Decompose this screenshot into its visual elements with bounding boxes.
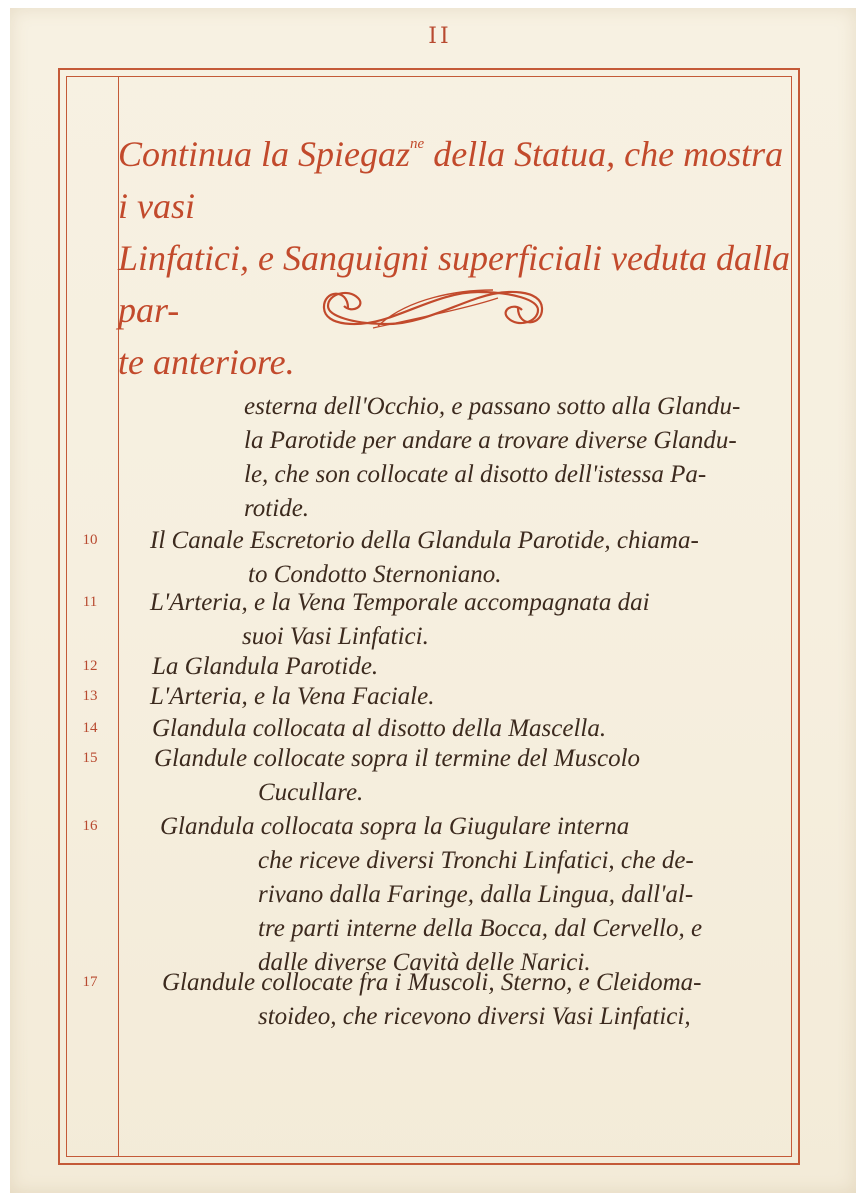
entry-number: 14 (82, 720, 98, 736)
title-superscript: ne (410, 136, 425, 152)
entry-line: Cucullare. (258, 779, 364, 806)
entry-line: Glandula collocata al disotto della Mascella. (152, 715, 607, 742)
entry-text (152, 712, 792, 746)
entry-number: 16 (82, 818, 98, 834)
continuation-text (244, 390, 784, 526)
entry-text (150, 680, 790, 714)
entry-number: 15 (82, 750, 98, 766)
continuation-line: le, che son collocate al disotto dell'istessa Pa- (244, 461, 707, 488)
entry-line: tre parti interne della Bocca, dal Cervello, e (258, 915, 703, 942)
calligraphic-flourish-ornament (318, 278, 548, 338)
entry-line: Glandule collocate sopra il termine del Muscolo (154, 745, 641, 772)
entry-line: dalle diverse Cavità delle Narici. (258, 949, 591, 976)
entry-text (154, 742, 794, 810)
entry-line: Glandula collocata sopra la Giugulare interna (160, 813, 630, 840)
entry-line: L'Arteria, e la Vena Faciale. (150, 683, 435, 710)
entry-number: 17 (82, 974, 98, 990)
page-title (118, 128, 798, 388)
entry-text (152, 650, 792, 684)
entry-line: che riceve diversi Tronchi Linfatici, che de- (258, 847, 694, 874)
entry-number: 10 (82, 532, 98, 548)
continuation-line: la Parotide per andare a trovare diverse Glandu- (244, 427, 737, 454)
title-line-1 (118, 128, 798, 232)
entry-text (160, 810, 800, 980)
title-line-2: Linfatici, e Sanguigni superficiali veduta dalla par- (118, 238, 790, 330)
title-part-1: Continua la Spiegaz (118, 134, 411, 174)
entry-number: 13 (82, 688, 98, 704)
entry-line: L'Arteria, e la Vena Temporale accompagnata dai (150, 589, 650, 616)
title-part-2: della Statua, che mostra i vasi (118, 134, 784, 226)
page-number: II (428, 24, 452, 49)
entry-line: Glandule collocate fra i Muscoli, Sterno, e Cleidoma- (162, 969, 702, 996)
entry-line: Il Canale Escretorio della Glandula Parotide, chiama- (150, 527, 699, 554)
title-line-3: te anteriore. (118, 342, 295, 382)
entry-line: to Condotto Sternoniano. (248, 561, 502, 588)
entry-number: 12 (82, 658, 98, 674)
entry-line: La Glandula Parotide. (152, 653, 379, 680)
entry-line: suoi Vasi Linfatici. (242, 623, 429, 650)
entry-line: stoideo, che ricevono diversi Vasi Linfatici, (258, 1003, 691, 1030)
continuation-line: esterna dell'Occhio, e passano sotto alla Glandu- (244, 393, 741, 420)
entry-text (150, 586, 790, 654)
entry-text (162, 966, 802, 1034)
continuation-line: rotide. (244, 495, 310, 522)
entry-line: rivano dalla Faringe, dalla Lingua, dall'al- (258, 881, 694, 908)
entry-text (150, 524, 790, 592)
entry-number: 11 (82, 594, 98, 610)
